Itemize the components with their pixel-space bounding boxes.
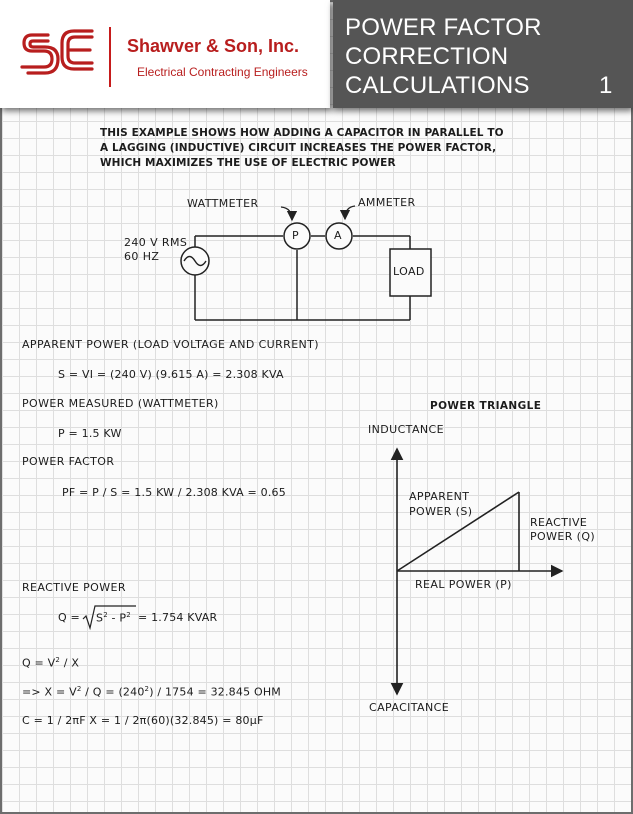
reactive-power-label-2: POWER (Q) bbox=[530, 530, 596, 543]
load-label: LOAD bbox=[393, 265, 425, 278]
power-factor-heading: POWER FACTOR bbox=[22, 455, 115, 468]
title-line-3: CALCULATIONS bbox=[345, 72, 530, 99]
capacitance-label: CAPACITANCE bbox=[369, 701, 450, 714]
intro-line-3: WHICH MAXIMIZES THE USE OF ELECTRIC POWER bbox=[100, 157, 396, 169]
source-frequency-label: 60 HZ bbox=[124, 250, 160, 263]
power-measured-formula: P = 1.5 KW bbox=[58, 427, 122, 440]
ammeter-symbol: A bbox=[334, 229, 342, 242]
power-factor-formula: PF = P / S = 1.5 KW / 2.308 KVA = 0.65 bbox=[62, 486, 286, 499]
q-formula: $Q = V^2 / X$ bbox=[22, 656, 80, 670]
reactive-power-label-1: REACTIVE bbox=[530, 516, 588, 529]
apparent-power-label-1: APPARENT bbox=[409, 490, 470, 503]
intro-line-1: THIS EXAMPLE SHOWS HOW ADDING A CAPACITOR IN PARALLEL TO bbox=[100, 127, 504, 139]
apparent-power-heading: APPARENT POWER (LOAD VOLTAGE AND CURRENT) bbox=[22, 338, 319, 351]
wattmeter-pointer-icon bbox=[281, 207, 292, 220]
company-name: Shawver & Son, Inc. bbox=[127, 36, 300, 56]
apparent-power-label-2: POWER (S) bbox=[409, 505, 473, 518]
source-voltage-label: 240 V RMS bbox=[124, 236, 188, 249]
intro-line-2: A LAGGING (INDUCTIVE) CIRCUIT INCREASES THE POWER FACTOR, bbox=[100, 142, 497, 154]
title-line-1: POWER FACTOR bbox=[345, 14, 542, 41]
ammeter-pointer-icon bbox=[345, 206, 355, 219]
triangle-axes bbox=[397, 449, 562, 694]
page-number: 1 bbox=[599, 72, 613, 99]
ac-source-icon bbox=[181, 247, 209, 275]
title-line-2: CORRECTION bbox=[345, 43, 509, 70]
wattmeter-label: WATTMETER bbox=[187, 197, 259, 210]
real-power-label: REAL POWER (P) bbox=[415, 578, 512, 591]
inductance-label: INDUCTANCE bbox=[368, 423, 444, 436]
company-tagline: Electrical Contracting Engineers bbox=[137, 65, 308, 79]
x-formula: => $X = V^2 / Q = (240^2) / 1754 = 32.845$ OHM bbox=[22, 685, 281, 699]
reactive-formula-rhs: = 1.754 KVAR bbox=[138, 611, 218, 624]
power-measured-heading: POWER MEASURED (WATTMETER) bbox=[22, 397, 219, 410]
wattmeter-symbol: P bbox=[292, 229, 300, 242]
reactive-formula-lhs: Q = bbox=[58, 611, 80, 624]
reactive-power-heading: REACTIVE POWER bbox=[22, 581, 126, 594]
power-triangle-title: POWER TRIANGLE bbox=[430, 400, 542, 412]
ammeter-label: AMMETER bbox=[358, 196, 416, 209]
reactive-formula-radicand: $S^2 - P^2$ bbox=[96, 611, 131, 625]
apparent-power-formula: S = VI = (240 V) (9.615 A) = 2.308 KVA bbox=[58, 368, 284, 381]
capacitance-formula: C = 1 / 2πF X = 1 / 2π(60)(32.845) = 80μF bbox=[22, 714, 264, 727]
power-triangle bbox=[397, 492, 519, 571]
